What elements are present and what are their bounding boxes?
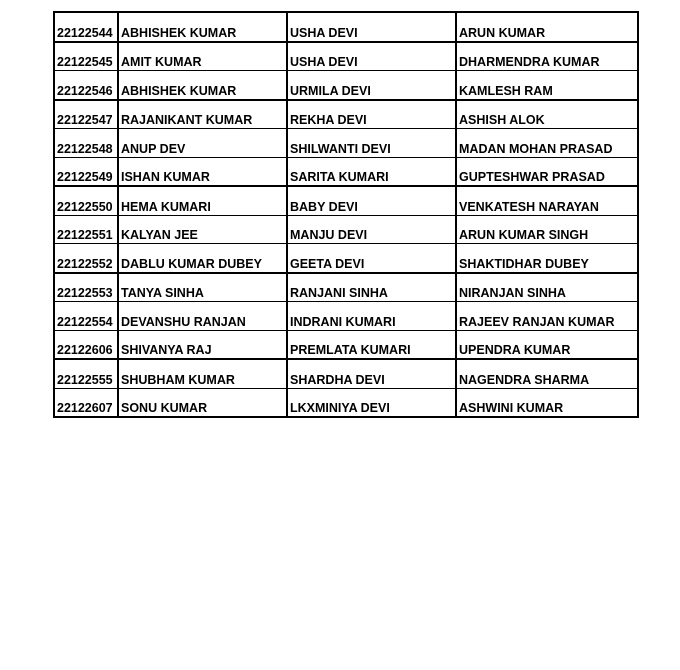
table-row [54, 359, 638, 388]
table-row [54, 71, 638, 100]
cell-roll-number: 22122606 [54, 330, 118, 359]
table-row [54, 129, 638, 158]
cell-student-name: ABHISHEK KUMAR [118, 71, 287, 100]
cell-student-name: DEVANSHU RANJAN [118, 302, 287, 331]
cell-father-name: MADAN MOHAN PRASAD [456, 129, 638, 158]
cell-mother-name: MANJU DEVI [287, 215, 456, 244]
cell-student-name: DABLU KUMAR DUBEY [118, 244, 287, 273]
cell-father-name: VENKATESH NARAYAN [456, 186, 638, 215]
table-row [54, 215, 638, 244]
cell-student-name: SHUBHAM KUMAR [118, 359, 287, 388]
cell-father-name: DHARMENDRA KUMAR [456, 42, 638, 71]
cell-roll-number: 22122550 [54, 186, 118, 215]
cell-roll-number: 22122554 [54, 302, 118, 331]
cell-mother-name: SHILWANTI DEVI [287, 129, 456, 158]
cell-student-name: ABHISHEK KUMAR [118, 12, 287, 42]
cell-student-name: ANUP DEV [118, 129, 287, 158]
cell-mother-name: BABY DEVI [287, 186, 456, 215]
roster-body [54, 12, 638, 417]
cell-mother-name: SHARDHA DEVI [287, 359, 456, 388]
cell-father-name: NIRANJAN SINHA [456, 273, 638, 302]
cell-student-name: ISHAN KUMAR [118, 157, 287, 186]
cell-roll-number: 22122555 [54, 359, 118, 388]
cell-student-name: KALYAN JEE [118, 215, 287, 244]
cell-roll-number: 22122607 [54, 388, 118, 417]
cell-mother-name: LKXMINIYA DEVI [287, 388, 456, 417]
cell-father-name: ASHISH ALOK [456, 100, 638, 129]
cell-father-name: SHAKTIDHAR DUBEY [456, 244, 638, 273]
table-row [54, 42, 638, 71]
cell-student-name: SHIVANYA RAJ [118, 330, 287, 359]
cell-mother-name: REKHA DEVI [287, 100, 456, 129]
cell-roll-number: 22122551 [54, 215, 118, 244]
table-row [54, 12, 638, 42]
cell-roll-number: 22122544 [54, 12, 118, 42]
table-row [54, 100, 638, 129]
cell-mother-name: PREMLATA KUMARI [287, 330, 456, 359]
cell-mother-name: GEETA DEVI [287, 244, 456, 273]
cell-mother-name: INDRANI KUMARI [287, 302, 456, 331]
cell-mother-name: SARITA KUMARI [287, 157, 456, 186]
cell-roll-number: 22122549 [54, 157, 118, 186]
cell-father-name: ASHWINI KUMAR [456, 388, 638, 417]
cell-roll-number: 22122552 [54, 244, 118, 273]
cell-mother-name: USHA DEVI [287, 42, 456, 71]
table-row [54, 244, 638, 273]
cell-roll-number: 22122548 [54, 129, 118, 158]
table-row [54, 157, 638, 186]
cell-student-name: AMIT KUMAR [118, 42, 287, 71]
cell-roll-number: 22122546 [54, 71, 118, 100]
cell-father-name: KAMLESH RAM [456, 71, 638, 100]
student-roster-table [53, 11, 639, 418]
cell-student-name: TANYA SINHA [118, 273, 287, 302]
cell-father-name: GUPTESHWAR PRASAD [456, 157, 638, 186]
cell-mother-name: RANJANI SINHA [287, 273, 456, 302]
table-row [54, 330, 638, 359]
cell-student-name: HEMA KUMARI [118, 186, 287, 215]
cell-mother-name: USHA DEVI [287, 12, 456, 42]
cell-father-name: NAGENDRA SHARMA [456, 359, 638, 388]
cell-student-name: SONU KUMAR [118, 388, 287, 417]
cell-father-name: UPENDRA KUMAR [456, 330, 638, 359]
cell-father-name: RAJEEV RANJAN KUMAR [456, 302, 638, 331]
table-row [54, 388, 638, 417]
cell-roll-number: 22122547 [54, 100, 118, 129]
cell-father-name: ARUN KUMAR [456, 12, 638, 42]
cell-father-name: ARUN KUMAR SINGH [456, 215, 638, 244]
table-row [54, 273, 638, 302]
cell-student-name: RAJANIKANT KUMAR [118, 100, 287, 129]
cell-mother-name: URMILA DEVI [287, 71, 456, 100]
cell-roll-number: 22122545 [54, 42, 118, 71]
cell-roll-number: 22122553 [54, 273, 118, 302]
table-row [54, 186, 638, 215]
table-row [54, 302, 638, 331]
